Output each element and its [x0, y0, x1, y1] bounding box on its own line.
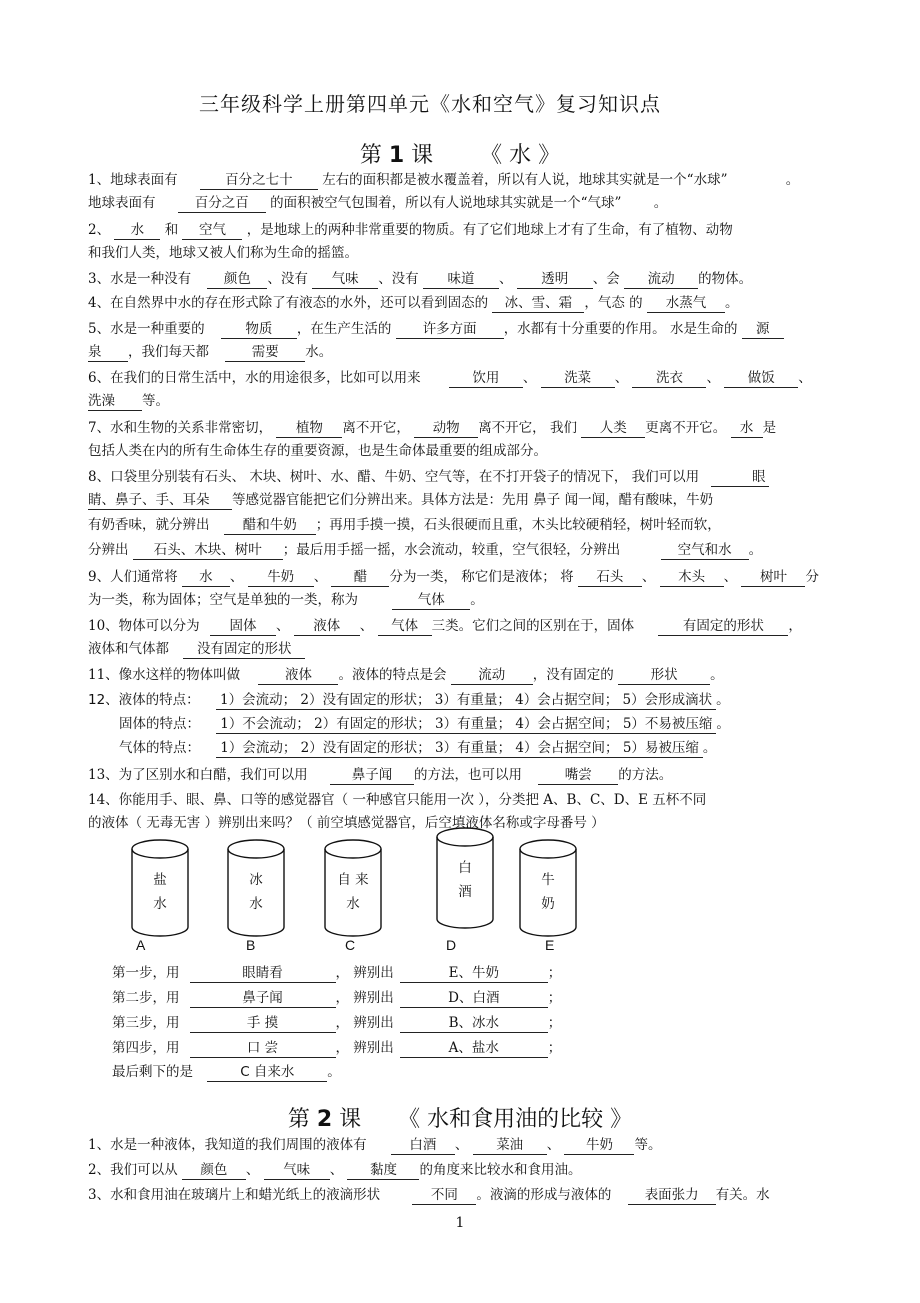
cup-label [323, 868, 383, 916]
cup-label-line-1: 牛 [541, 872, 555, 888]
q12-solid-answer: 1）不会流动； 2）有固定的形状； 3）有重量； 4）会占据空间； 5）不易被压缩 [216, 716, 716, 734]
q10-answer-4: 有固定的形状 [658, 618, 788, 636]
q8-text: 8、口袋里分别装有石头、 木块、树叶、水、醋、牛奶、空气等，在不打开袋子的情况下， 我们可以用 [88, 469, 700, 485]
last-remaining: 最后剩下的是 C 自来水 。 [112, 1064, 341, 1080]
q1-text: 1、地球表面有 [88, 172, 178, 188]
q8-answer-4: 空气和水 [661, 542, 749, 560]
q11-line: 11、像水这样的物体叫做 液体 。液体的特点是会 流动 ，没有固定的 形状 。 [88, 667, 724, 683]
l2-q3-answer-1: 不同 [412, 1187, 476, 1205]
q14-line-2: 的液体（ 无毒无害 ）辨别出来吗？（ 前空填感觉器官，后空填液体名称或字母番号 ） [88, 815, 605, 831]
l2-q3-line: 3、水和食用油在玻璃片上和蜡光纸上的液滴形状 不同 。液滴的形成与液体的 表面张力 有关。水 [88, 1187, 770, 1203]
l2-q1-answer-3: 牛奶 [564, 1137, 634, 1155]
cup-c [323, 838, 383, 942]
q1b-text-post: 的面积被空气包围着，所以有人说地球其实就是一个“气球” [270, 195, 622, 211]
lesson-2-label: 第 [287, 1107, 310, 1132]
q3-answer-5: 流动 [624, 271, 698, 289]
cup-e [518, 838, 578, 942]
q13-answer-1: 鼻子闻 [330, 767, 414, 785]
q10-text-2: 液体和气体都 [88, 641, 169, 657]
q1b-text: 地球表面有 [88, 195, 156, 211]
l2-q2-answer-1: 颜色 [182, 1162, 246, 1180]
l2-q1-line: 1、水是一种液体，我知道的我们周围的液体有 白酒 、 菜油 、 牛奶 等。 [88, 1137, 662, 1153]
q10-answer-3: 气体 [378, 618, 432, 636]
l2-q2-answer-3: 黏度 [347, 1162, 419, 1180]
l2-q2-line: 2、我们可以从 颜色 、 气味 、 黏度 的角度来比较水和食用油。 [88, 1162, 582, 1178]
q7-line-2: 包括人类在内的所有生命体生存的重要资源，也是生命体最重要的组成部分。 [88, 443, 547, 459]
cup-b [226, 838, 286, 942]
l2-q2-answer-2: 气味 [264, 1162, 330, 1180]
lesson-2-unit: 课 [339, 1107, 362, 1132]
q3-line: 3、水是一种没有 颜色 、没有 气味 、没有 味道 、 透明 、会 流动 的物体。 [88, 271, 753, 287]
q7-answer-3: 人类 [581, 420, 645, 438]
q9-answer-2: 牛奶 [248, 569, 314, 587]
q12-solid-label: 固体的特点： [119, 716, 200, 732]
q8-text-3: 有奶香味，就分辨出 [88, 517, 210, 533]
step-mid: ， 辨别出 [335, 1040, 394, 1056]
q6-answer-1: 饮用 [449, 370, 523, 388]
step-label: 第四步，用 [112, 1040, 180, 1056]
q1-line-1: 1、地球表面有 百分之七十 左右的面积都是被水覆盖着，所以有人说，地球其实就是一个“水球” 。 [88, 172, 800, 188]
cup-letter-e: E [545, 937, 555, 953]
q3-answer-1: 颜色 [207, 271, 267, 289]
lesson-2-heading [0, 1102, 920, 1133]
cup-label-line-1: 盐 [153, 872, 167, 888]
page-title: 三年级科学上册第四单元《水和空气》复习知识点 [199, 92, 661, 116]
q5-line-2: 泉 ，我们每天都 需要 水。 [88, 344, 333, 360]
q1-text-post: 左右的面积都是被水覆盖着，所以有人说，地球其实就是一个“水球” [322, 172, 728, 188]
q9-text-2: 为一类，称为固体；空气是单独的一类，称为 [88, 592, 358, 608]
q8-answer-2: 醋和牛奶 [224, 517, 316, 535]
q2-answer-2: 空气 [182, 222, 242, 240]
step-sense-answer: 手 摸 [190, 1015, 336, 1033]
lesson-1-number: 1 [388, 143, 405, 168]
step-result-answer: B、冰水 [400, 1015, 548, 1033]
cup-label-line-2: 水 [249, 896, 263, 912]
q4-line: 4、在自然界中水的存在形式除了有液态的水外，还可以看到固态的 冰、雪、霜 ，气态 的 水蒸气 。 [88, 295, 739, 311]
page-number: 1 [455, 1215, 465, 1231]
q7-text: 7、水和生物的关系非常密切， [88, 420, 273, 436]
step-sense-answer: 口 尝 [190, 1040, 336, 1058]
step-mid: ， 辨别出 [335, 990, 394, 1006]
q10-line-2 [88, 639, 305, 659]
l2-q3-text: 3、水和食用油在玻璃片上和蜡光纸上的液滴形状 [88, 1187, 381, 1203]
q9-text: 9、人们通常将 [88, 569, 178, 585]
q14-line-1: 14、你能用手、眼、鼻、口等的感觉器官（ 一种感官只能用一次 ），分类把 A、B、C、D、E 五杯不同 [88, 792, 707, 808]
q5-line-1: 5、水是一种重要的 物质 ，在生产生活的 许多方面 ，水都有十分重要的作用。 水是生命的 源 [88, 319, 784, 339]
cup-label-line-2: 水 [153, 896, 167, 912]
q2-answer-1: 水 [114, 222, 160, 240]
q9-answer-7: 气体 [392, 592, 470, 610]
q6-line-2: 洗澡 等。 [88, 393, 169, 409]
step-mid: ， 辨别出 [335, 1015, 394, 1031]
cup-letter-d: D [446, 937, 457, 953]
q11-text: 11、像水这样的物体叫做 [88, 667, 241, 683]
q6-answer-2: 洗菜 [541, 370, 615, 388]
q7-answer-1: 植物 [276, 420, 342, 438]
lesson-2-name: 《 水和食用油的比较 》 [398, 1107, 633, 1132]
step-sense-answer: 鼻子闻 [190, 990, 336, 1008]
cup-label [518, 868, 578, 916]
q2-and: 和 [164, 222, 179, 238]
cup-letter-c: C [345, 937, 356, 953]
q12-solid: 固体的特点： 1）不会流动； 2）有固定的形状； 3）有重量； 4）会占据空间； 5）不易被压缩 。 [119, 716, 730, 732]
q5-answer-1: 物质 [221, 321, 297, 339]
q8-line-4: 分辨出 石头、木块、树叶 ；最后用手摇一摇，水会流动，较重，空气很轻，分辨出 空气和水 。 [88, 542, 763, 558]
q10-answer-5: 没有固定的形状 [183, 641, 305, 659]
q4-answer-2: 水蒸气 [647, 295, 725, 313]
cup-label [226, 868, 286, 916]
q10-line-1: 10、物体可以分为 固体 、 液体 、 气体 三类。它们之间的区别在于，固体 有固定的形状 ， [88, 618, 802, 634]
cup-label-line-1: 冰 [249, 872, 263, 888]
q9-answer-1: 水 [182, 569, 230, 587]
q8-text-4: 分辨出 [88, 542, 129, 558]
q7-line-1: 7、水和生物的关系非常密切， 植物 离不开它， 动物 离不开它， 我们 人类 更离不开它。 水 是 [88, 420, 777, 436]
last-text: 最后剩下的是 [112, 1064, 193, 1080]
q12-gas-label: 气体的特点： [119, 740, 200, 756]
step-label: 第三步，用 [112, 1015, 180, 1031]
step-result-answer: E、牛奶 [400, 965, 548, 983]
step-row: 第二步，用 鼻子闻 ， 辨别出 D、白酒 ； [112, 990, 562, 1006]
lesson-1-heading [0, 138, 920, 169]
cup-label [435, 856, 495, 904]
lesson-2-number: 2 [316, 1107, 333, 1132]
q8-line-1 [88, 467, 769, 487]
q4-text: 4、在自然界中水的存在形式除了有液态 [88, 295, 327, 311]
q5-answer-2: 许多方面 [396, 321, 504, 339]
q9-line-2: 为一类，称为固体；空气是单独的一类，称为 气体 。 [88, 592, 484, 608]
q8-answer-1: 眼 [711, 469, 769, 487]
step-result-answer: A、盐水 [400, 1040, 548, 1058]
cup-label-line-2: 水 [346, 896, 360, 912]
q13-answer-2: 嘴尝 [538, 767, 618, 785]
step-label: 第二步，用 [112, 990, 180, 1006]
l2-q1-answer-1: 白酒 [391, 1137, 455, 1155]
cup-label [130, 868, 190, 916]
q1-line-2: 地球表面有 百分之百 的面积被空气包围着，所以有人说地球其实就是一个“气球” 。 [88, 195, 668, 211]
q13-line: 13、为了区别水和白醋，我们可以用 鼻子闻 的方法，也可以用 嘴尝 的方法。 [88, 767, 673, 783]
q12-liquid-answer: 1）会流动； 2）没有固定的形状； 3）有重量； 4）会占据空间； 5）会形成滴状 [216, 692, 716, 710]
q8-answer-1b: 睛、鼻子、手、耳朵 [88, 492, 232, 510]
step-row: 第三步，用 手 摸 ， 辨别出 B、冰水 ； [112, 1015, 562, 1031]
q5-answer-3: 源 [742, 321, 784, 339]
q4-answer-1: 冰、雪、霜 [492, 295, 584, 313]
q5-answer-3b: 泉 [88, 344, 128, 362]
q10-answer-2: 液体 [294, 618, 360, 636]
cup-label-line-2: 酒 [458, 884, 472, 900]
cup-label-line-1: 自 来 [337, 872, 369, 888]
q3-answer-3: 味道 [423, 271, 499, 289]
lesson-1-unit: 课 [411, 143, 434, 168]
l2-q3-answer-2: 表面张力 [628, 1187, 716, 1205]
q2-num: 2、 [88, 222, 111, 238]
q5-text: 5、水是一种重要的 [88, 321, 205, 337]
lesson-1-label: 第 [359, 143, 382, 168]
q2-line-2: 和我们人类，地球又被人们称为生命的摇篮。 [88, 245, 358, 261]
step-mid: ， 辨别出 [335, 965, 394, 981]
q2-line-1 [88, 220, 733, 240]
q9-answer-3: 醋 [331, 569, 389, 587]
q8-line-3: 有奶香味，就分辨出 醋和牛奶 ；再用手摸一摸，石头很硬而且重，木头比较硬稍轻，树叶轻而软， [88, 517, 721, 533]
q12-gas: 气体的特点： 1）会流动； 2）没有固定的形状； 3）有重量； 4）会占据空间； 5）易被压缩 。 [119, 740, 717, 756]
cup-label-line-1: 白 [458, 860, 472, 876]
l2-q1-text: 1、水是一种液体，我知道的我们周围的液体有 [88, 1137, 367, 1153]
cup-d [435, 826, 495, 934]
q12-liquid: 12、液体的特点： 1）会流动； 2）没有固定的形状； 3）有重量； 4）会占据空间； 5）会形成滴状 。 [88, 692, 730, 708]
q11-answer-1: 液体 [258, 667, 338, 685]
q6-answer-3: 洗衣 [632, 370, 706, 388]
step-row: 第四步，用 口 尝 ， 辨别出 A、盐水 ； [112, 1040, 562, 1056]
q9-line-1: 9、人们通常将 水 、 牛奶 、 醋 分为一类， 称它们是液体； 将 石头 、 木头 、 树叶 分 [88, 569, 819, 585]
q11-answer-2: 流动 [451, 667, 533, 685]
q5-answer-4: 需要 [225, 344, 305, 362]
q7-answer-2: 动物 [414, 420, 478, 438]
l2-q1-answer-2: 菜油 [473, 1137, 547, 1155]
q7-answer-4: 水 [731, 420, 763, 438]
q9-answer-4: 石头 [578, 569, 642, 587]
q6-answer-5: 洗澡 [88, 393, 142, 411]
q9-answer-6: 树叶 [741, 569, 805, 587]
step-row: 第一步，用 眼睛看 ， 辨别出 E、牛奶 ； [112, 965, 562, 981]
q6-line-1: 6、在我们的日常生活中，水的用途很多，比如可以用来 饮用 、 洗菜 、 洗衣 、 做饭 、 [88, 370, 812, 386]
q10-text: 10、物体可以分为 [88, 618, 200, 634]
q2-text: ，是地球上的两种非常重要的物质。有了它们地球上才有了生命，有了植物、动物 [246, 222, 733, 238]
q10-answer-1: 固体 [210, 618, 276, 636]
step-label: 第一步，用 [112, 965, 180, 981]
cup-a [130, 838, 190, 942]
q6-text: 6、在我们的日常生活中，水的用途很多，比如可以用来 [88, 370, 421, 386]
step-sense-answer: 眼睛看 [190, 965, 336, 983]
q11-answer-3: 形状 [618, 667, 710, 685]
q3-text: 3、水是一种没有 [88, 271, 192, 287]
q6-answer-4: 做饭 [724, 370, 798, 388]
cup-label-line-2: 奶 [541, 896, 555, 912]
last-answer: C 自来水 [207, 1064, 327, 1082]
cup-letter-a: A [136, 937, 146, 953]
q8-answer-3: 石头、木块、树叶 [133, 542, 283, 560]
q13-text: 13、为了区别水和白醋，我们可以用 [88, 767, 308, 783]
lesson-1-name: 《 水 》 [480, 143, 561, 168]
q12-gas-answer: 1）会流动； 2）没有固定的形状； 3）有重量； 4）会占据空间； 5）易被压缩 [216, 740, 703, 758]
step-result-answer: D、白酒 [400, 990, 548, 1008]
q1-answer-2: 百分之百 [178, 195, 266, 213]
l2-q2-text: 2、我们可以从 [88, 1162, 178, 1178]
q3-answer-2: 气味 [312, 271, 378, 289]
q9-answer-5: 木头 [660, 569, 724, 587]
q8-line-2: 睛、鼻子、手、耳朵 等感觉器官能把它们分辨出来。具体方法是：先用 鼻子 闻一闻，醋有酸味，牛奶 [88, 492, 714, 508]
q1-answer-1: 百分之七十 [200, 172, 318, 190]
q12-text: 12、液体的特点： [88, 692, 200, 708]
q3-answer-4: 透明 [517, 271, 593, 289]
cup-letter-b: B [246, 937, 256, 953]
